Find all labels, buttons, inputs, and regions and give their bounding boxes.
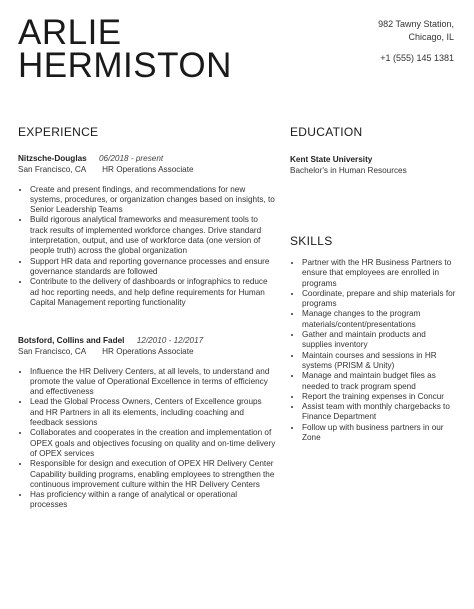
job-company: Nitzsche-Douglas	[18, 154, 87, 163]
skills-heading: SKILLS	[290, 234, 333, 248]
job-location: San Francisco, CA	[18, 347, 86, 357]
job-dates: 12/2010 - 12/2017	[136, 336, 204, 345]
skill-item: • Manage changes to the program materials/content/presentations	[302, 309, 458, 330]
job-location: San Francisco, CA	[18, 165, 86, 175]
job-bullet: • Responsible for design and execution of OPEX HR Delivery Center Capability building programs, enabling employees to strengthen the continuous improvement culture within the HR Delivery Centers	[30, 459, 276, 490]
degree: Bachelor's in Human Resources	[290, 166, 407, 175]
candidate-name	[18, 13, 232, 85]
school-name: Kent State University	[290, 155, 373, 164]
contact-info	[378, 18, 454, 65]
job-bullet: • Influence the HR Delivery Centers, at all levels, to understand and promote the value of Operational Excellence in terms of efficiency and effectiveness	[30, 367, 276, 398]
job-bullet: • Create and present findings, and recommendations for new systems, procedures, or organization changes based on insights, to Senior Leadership Teams	[30, 185, 276, 216]
job-bullet: • Lead the Global Process Owners, Centers of Excellence groups and HR Partners in all its elements, including coaching and feedback sessions	[30, 397, 276, 428]
phone-number: +1 (555) 145 1381	[380, 53, 454, 63]
job-entry-2	[18, 336, 276, 511]
education-heading: EDUCATION	[290, 125, 363, 139]
job-entry-1	[18, 154, 276, 308]
address-line1: 982 Tawny Station,	[378, 19, 454, 29]
skill-item: • Partner with the HR Business Partners to ensure that employees are enrolled in programs	[302, 258, 458, 289]
job-bullet: • Contribute to the delivery of dashboards or infographics to reduce ad hoc reporting needs, and help define requirements for Human Capital Management reporting functionality	[30, 277, 276, 308]
job-bullets	[18, 367, 276, 511]
job-position: HR Operations Associate	[102, 347, 194, 357]
skill-item: • Maintain courses and sessions in HR systems (PRISM & Unity)	[302, 351, 458, 372]
skills-list	[290, 258, 458, 443]
job-bullet: • Build rigorous analytical frameworks and measurement tools to track results of implemented workforce changes. Drive standard interpretation, output, and use of workforce data (one version of people truth) across the global organization	[30, 215, 276, 256]
skill-item: • Report the training expenses in Concur	[302, 392, 458, 402]
skill-item: • Manage and maintain budget files as needed to track program spend	[302, 371, 458, 392]
skill-item: • Follow up with business partners in our Zone	[302, 423, 458, 444]
job-bullet: • Collaborates and cooperates in the creation and implementation of OPEX goals and objectives focusing on quality and on-time delivery of OPEX services	[30, 428, 276, 459]
job-bullets	[18, 185, 276, 309]
job-company: Botsford, Collins and Fadel	[18, 336, 125, 345]
skill-item: • Gather and maintain products and supplies inventory	[302, 330, 458, 351]
education-entry	[290, 154, 407, 176]
first-name: ARLIE	[18, 13, 122, 52]
job-bullet: • Support HR data and reporting governance processes and ensure governance standards are followed	[30, 257, 276, 278]
experience-heading: EXPERIENCE	[18, 125, 99, 139]
address-line2: Chicago, IL	[408, 31, 454, 42]
skill-item: • Coordinate, prepare and ship materials for programs	[302, 289, 458, 310]
job-dates: 06/2018 - present	[98, 154, 164, 163]
job-position: HR Operations Associate	[102, 165, 194, 175]
skill-item: • Assist team with monthly chargebacks to Finance Department	[302, 402, 458, 423]
last-name: HERMISTON	[18, 46, 232, 85]
job-bullet: • Has proficiency within a range of analytical or operational processes	[30, 490, 276, 511]
